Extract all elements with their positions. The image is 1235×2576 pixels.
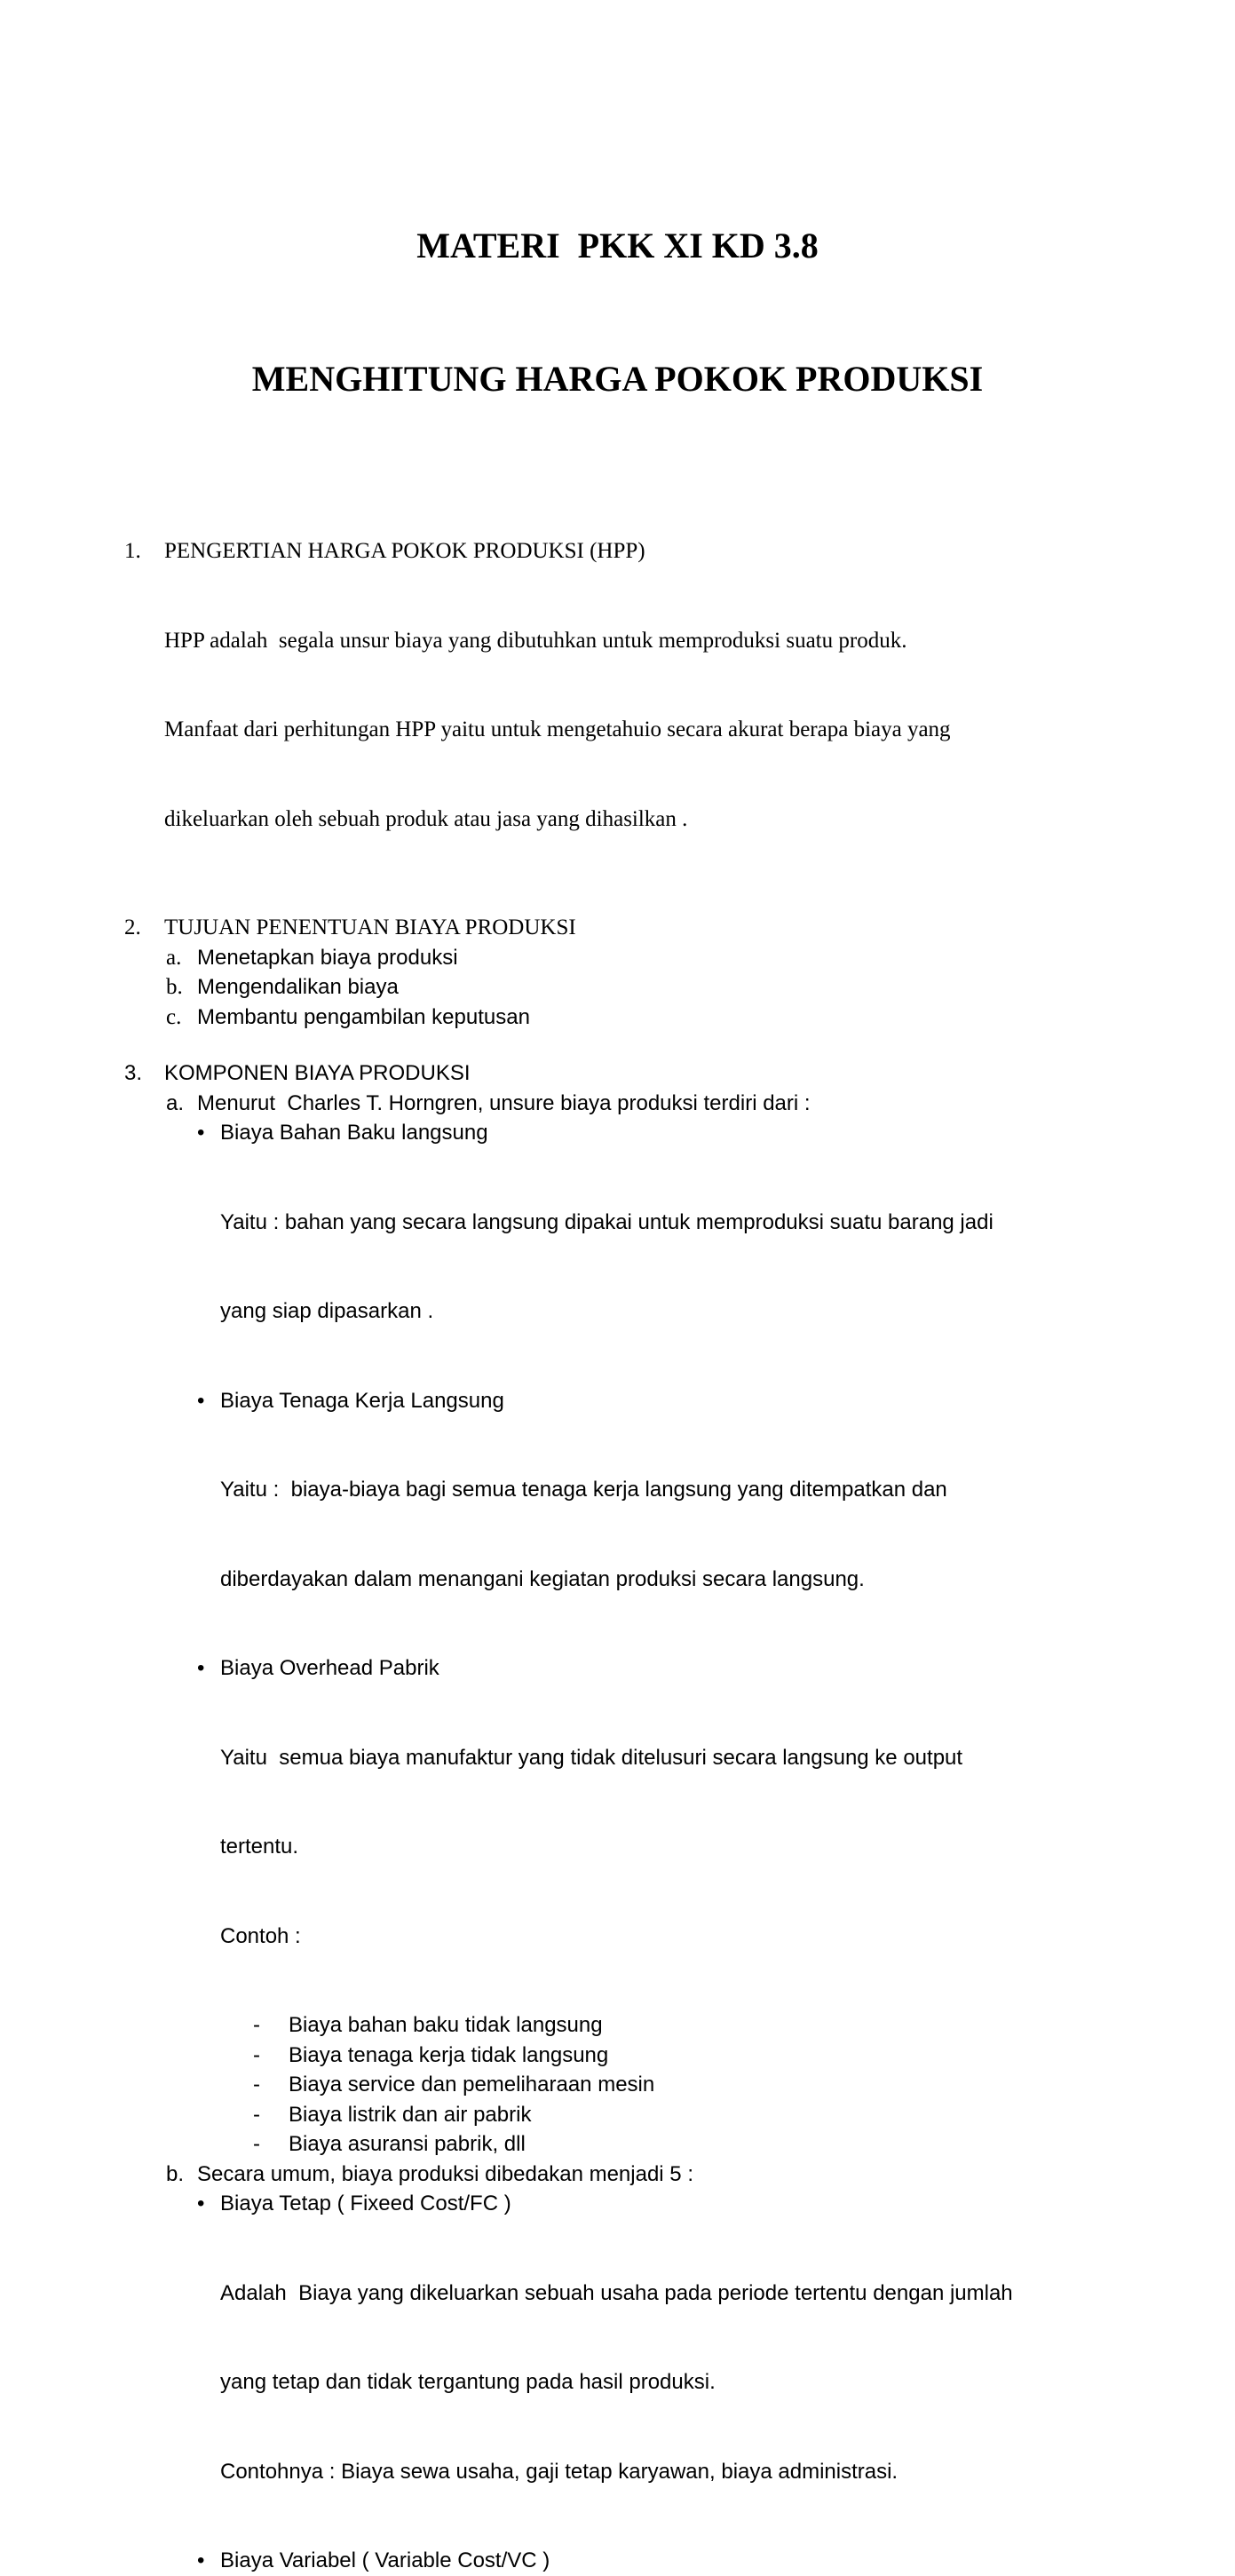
title-line-1: MATERI PKK XI KD 3.8 — [416, 226, 819, 266]
section-1-heading: PENGERTIAN HARGA POKOK PRODUKSI (HPP) — [164, 539, 645, 563]
example-text: Biaya bahan baku tidak langsung — [289, 2013, 603, 2037]
example-item — [124, 2129, 1111, 2160]
description-line: yang siap dipasarkan . — [220, 1299, 434, 1323]
example-text: Biaya asuransi pabrik, dll — [289, 2132, 526, 2156]
paragraph-line: HPP adalah segala unsur biaya yang dibutuhkan untuk memproduksi suatu produk. — [164, 628, 907, 653]
section-pengertian-hpp — [124, 536, 1111, 893]
section-1-heading-row — [124, 536, 1111, 567]
description-line: Adalah Biaya yang dikeluarkan sebuah usaha pada periode tertentu dengan jumlah — [220, 2280, 1013, 2305]
list-item — [124, 1003, 1111, 1033]
section-1-paragraph — [124, 567, 1111, 894]
bullet-label: Biaya Overhead Pabrik — [220, 1656, 439, 1680]
paragraph-line: Manfaat dari perhitungan HPP yaitu untuk mengetahuio secara akurat berapa biaya yang — [164, 717, 951, 741]
bullet-item — [124, 1653, 1111, 1684]
list-item-text: Mengendalikan biaya — [197, 975, 399, 999]
example-item — [124, 2041, 1111, 2071]
dash-icon: - — [253, 2102, 260, 2127]
list-item — [124, 943, 1111, 973]
dash-icon: - — [253, 2013, 260, 2037]
section-2-heading-row — [124, 913, 1111, 943]
description-line: yang tetap dan tidak tergantung pada hasil produksi. — [220, 2370, 716, 2394]
list-item-text: Menetapkan biaya produksi — [197, 945, 458, 970]
bullet-label: Biaya Tenaga Kerja Langsung — [220, 1388, 504, 1413]
section-1-number: 1. — [124, 539, 141, 563]
example-text: Biaya tenaga kerja tidak langsung — [289, 2042, 609, 2067]
sub-item-text: Menurut Charles T. Horngren, unsure biaya produksi terdiri dari : — [197, 1090, 811, 1115]
example-text: Biaya service dan pemeliharaan mesin — [289, 2073, 655, 2096]
document-title — [124, 135, 1111, 490]
title-line-2: MENGHITUNG HARGA POKOK PRODUKSI — [251, 359, 984, 399]
section-2-number: 2. — [124, 915, 141, 939]
sub-item-a — [124, 1089, 1111, 1119]
dash-icon: - — [253, 2042, 260, 2067]
list-item-marker: a. — [166, 945, 182, 970]
list-item-text: Membantu pengambilan keputusan — [197, 1004, 530, 1029]
sub-item-b — [124, 2160, 1111, 2190]
bullet-icon: • — [197, 2548, 205, 2572]
section-3-heading-row — [124, 1058, 1111, 1089]
contoh-label: Contoh : — [220, 1923, 301, 1948]
dash-icon: - — [253, 2132, 260, 2156]
section-3-number: 3. — [124, 1061, 143, 1085]
paragraph-line: dikeluarkan oleh sebuah produk atau jasa yang dihasilkan . — [164, 806, 688, 831]
sub-item-text: Secara umum, biaya produksi dibedakan menjadi 5 : — [197, 2161, 693, 2186]
description-line: Yaitu semua biaya manufaktur yang tidak ditelusuri secara langsung ke output — [220, 1745, 963, 1770]
bullet-label: Biaya Variabel ( Variable Cost/VC ) — [220, 2548, 550, 2572]
bullet-description — [124, 2219, 1111, 2547]
bullet-item — [124, 1118, 1111, 1148]
description-line: Yaitu : bahan yang secara langsung dipakai untuk memproduksi suatu barang jadi — [220, 1209, 994, 1234]
bullet-label: Biaya Tetap ( Fixeed Cost/FC ) — [220, 2192, 511, 2215]
bullet-label: Biaya Bahan Baku langsung — [220, 1121, 488, 1145]
list-item-marker: b. — [166, 975, 183, 999]
section-tujuan-penentuan — [124, 913, 1111, 1032]
bullet-item — [124, 1386, 1111, 1416]
sub-item-marker: a. — [166, 1090, 185, 1115]
bullet-icon: • — [197, 1656, 205, 1680]
example-item — [124, 2070, 1111, 2100]
bullet-description — [124, 1148, 1111, 1386]
sub-item-marker: b. — [166, 2161, 185, 2186]
section-3-heading: KOMPONEN BIAYA PRODUKSI — [164, 1061, 471, 1085]
list-item — [124, 972, 1111, 1003]
bullet-description — [124, 1415, 1111, 1653]
list-item-marker: c. — [166, 1004, 182, 1029]
dash-icon: - — [253, 2073, 260, 2096]
section-2-heading: TUJUAN PENENTUAN BIAYA PRODUKSI — [164, 915, 576, 939]
description-line: tertentu. — [220, 1835, 299, 1859]
example-item — [124, 2010, 1111, 2041]
bullet-description — [124, 1684, 1111, 2011]
contoh-line: Contohnya : Biaya sewa usaha, gaji tetap karyawan, biaya administrasi. — [220, 2459, 899, 2484]
bullet-icon: • — [197, 1388, 205, 1413]
description-line: Yaitu : biaya-biaya bagi semua tenaga kerja langsung yang ditempatkan dan — [220, 1478, 947, 1502]
example-text: Biaya listrik dan air pabrik — [289, 2102, 532, 2127]
bullet-item — [124, 2546, 1111, 2576]
description-line: diberdayakan dalam menangani kegiatan produksi secara langsung. — [220, 1566, 865, 1591]
bullet-item — [124, 2189, 1111, 2219]
example-item — [124, 2100, 1111, 2130]
section-komponen-biaya — [124, 1058, 1111, 2576]
bullet-icon: • — [197, 2192, 205, 2215]
bullet-icon: • — [197, 1121, 205, 1145]
